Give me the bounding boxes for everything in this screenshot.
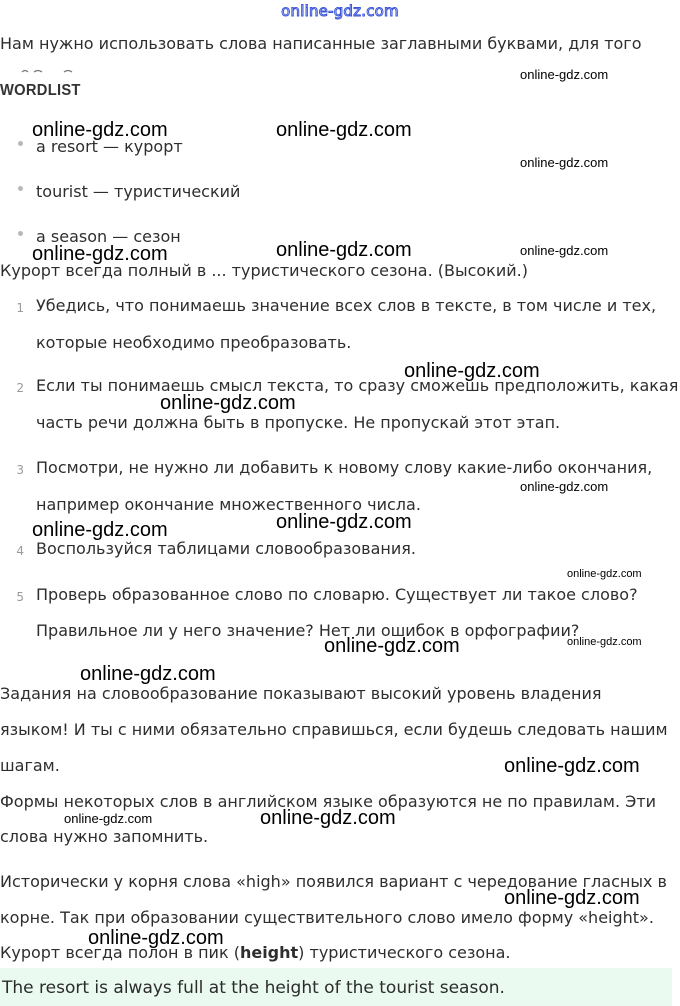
watermark: online-gdz.com xyxy=(504,755,640,777)
step-number: 1 xyxy=(16,301,24,315)
wordlist-item-text: tourist — туристический xyxy=(36,182,241,201)
step-number: 4 xyxy=(16,544,24,558)
paragraph-line: языком! И ты с ними обязательно справишься, если будешь следовать нашим xyxy=(0,720,668,739)
watermark: online-gdz.com xyxy=(567,568,642,580)
paragraph-line: слова нужно запомнить. xyxy=(0,827,209,846)
intro-line: Нам нужно использовать слова написанные заглавными буквами, для того xyxy=(0,34,642,53)
step-text-line: Если ты понимаешь смысл текста, то сразу сможешь предположить, какая xyxy=(36,376,679,395)
step-text-line: Проверь образованное слово по словарю. Существует ли такое слово? xyxy=(36,585,638,604)
header-watermark: online-gdz.com xyxy=(281,2,399,20)
watermark: online-gdz.com xyxy=(276,511,412,533)
watermark: online-gdz.com xyxy=(276,119,412,141)
result-keyword: height xyxy=(239,943,299,962)
answer-text: The resort is always full at the height of the tourist season. xyxy=(2,978,505,998)
step-text-line: например окончание множественного числа. xyxy=(36,495,421,514)
bullet-icon xyxy=(18,141,23,146)
paragraph-line: шагам. xyxy=(0,756,60,775)
wordlist-title: WORDLIST xyxy=(0,82,81,99)
step-text-line: Воспользуйся таблицами словообразования. xyxy=(36,539,416,558)
step-number: 3 xyxy=(16,463,24,477)
wordlist-item xyxy=(36,182,240,201)
step-number: 2 xyxy=(16,381,24,395)
watermark: online-gdz.com xyxy=(32,243,168,265)
watermark: online-gdz.com xyxy=(260,807,396,829)
result-sentence xyxy=(0,944,510,962)
wordlist-item-text: a resort — курорт xyxy=(36,137,183,156)
paragraph-line: Исторически у корня слова «high» появился вариант с чередование гласных в xyxy=(0,872,667,891)
result-text-after: ) туристического сезона. xyxy=(298,943,511,962)
step-text-line: Посмотри, не нужно ли добавить к новому слову какие-либо окончания, xyxy=(36,458,653,477)
watermark: online-gdz.com xyxy=(32,119,168,141)
result-text-before: Курорт всегда полон в пик ( xyxy=(0,943,240,962)
cut-off-text-fragment xyxy=(20,68,80,74)
watermark: online-gdz.com xyxy=(504,887,640,909)
watermark: online-gdz.com xyxy=(324,635,460,657)
task-sentence: Курорт всегда полный в ... туристического сезона. (Высокий.) xyxy=(0,261,528,280)
watermark: online-gdz.com xyxy=(520,67,609,82)
step-text-line: Убедись, что понимаешь значение всех слов в тексте, в том числе и тех, xyxy=(36,296,657,315)
paragraph-line: Формы некоторых слов в английском языке образуются не по правилам. Эти xyxy=(0,792,657,811)
watermark: online-gdz.com xyxy=(160,392,296,414)
watermark: online-gdz.com xyxy=(276,239,412,261)
watermark: online-gdz.com xyxy=(32,519,168,541)
step-text-line: которые необходимо преобразовать. xyxy=(36,333,352,352)
step-text-line: часть речи должна быть в пропуске. Не пропускай этот этап. xyxy=(36,413,561,432)
watermark: online-gdz.com xyxy=(88,927,224,949)
paragraph-line: Задания на словообразование показывают высокий уровень владения xyxy=(0,684,602,703)
paragraph-line: корне. Так при образовании существительного слово имело форму «height». xyxy=(0,908,654,927)
watermark: online-gdz.com xyxy=(567,636,642,648)
bullet-icon xyxy=(18,186,23,191)
watermark: online-gdz.com xyxy=(520,243,609,258)
watermark: online-gdz.com xyxy=(64,811,153,826)
wordlist-item-text: a season — сезон xyxy=(36,227,181,246)
step-number: 5 xyxy=(16,590,24,604)
watermark: online-gdz.com xyxy=(520,479,609,494)
watermark: online-gdz.com xyxy=(520,155,609,170)
bullet-icon xyxy=(18,231,23,236)
watermark: online-gdz.com xyxy=(80,663,216,685)
step-text-line: Правильное ли у него значение? Нет ли ошибок в орфографии? xyxy=(36,621,580,640)
watermark: online-gdz.com xyxy=(404,360,540,382)
